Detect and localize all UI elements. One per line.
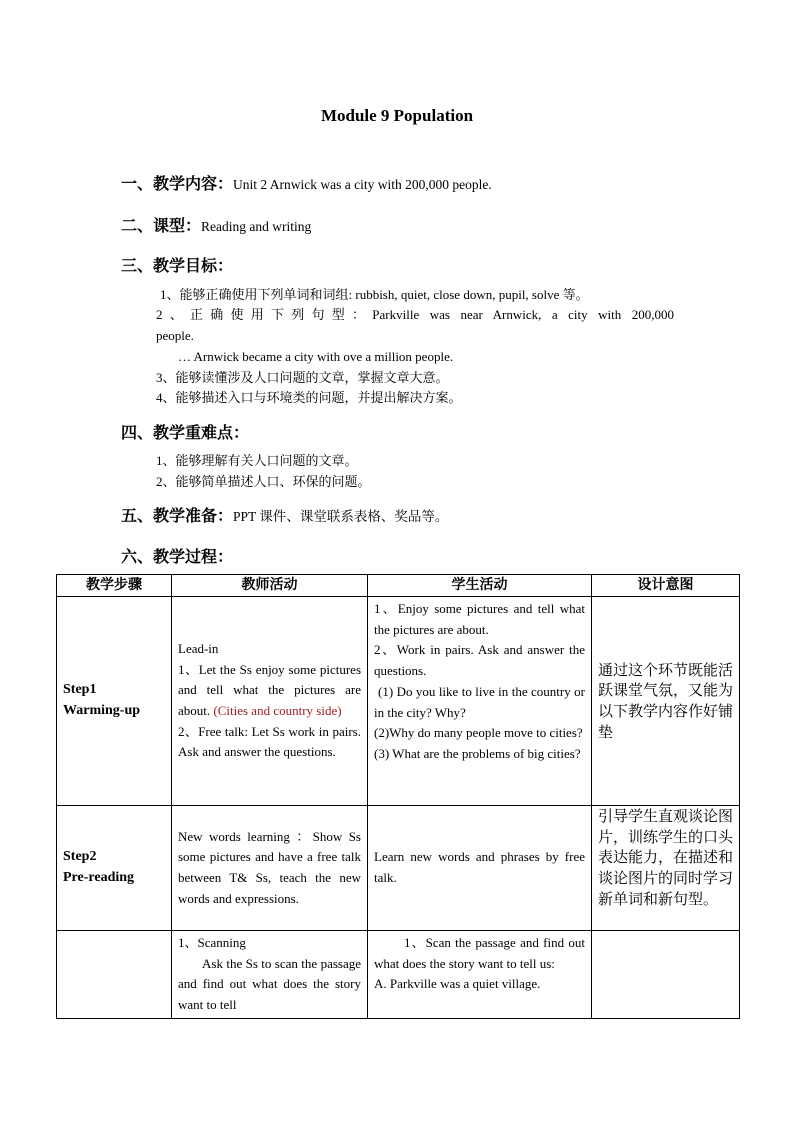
section-heading: 四、教学重难点： bbox=[121, 423, 250, 442]
student-item: 2、Work in pairs. Ask and answer the questions. bbox=[374, 642, 585, 679]
teacher-activity-1-text: 1、Let the Ss enjoy some pictures and tell what the pictures are about. bbox=[178, 661, 361, 718]
section-heading: 六、教学过程： bbox=[121, 547, 234, 566]
section-preparation bbox=[121, 503, 448, 526]
teacher-activity-1-note: (Cities and country side) bbox=[213, 703, 342, 718]
table-row-step3 bbox=[57, 931, 740, 1019]
student-item: 1、Scan the passage and find out what does the story want to tell us: bbox=[374, 935, 585, 971]
section-heading: 二、课型： bbox=[121, 216, 202, 235]
header-step: 教学步骤 bbox=[57, 575, 172, 597]
process-table bbox=[56, 574, 740, 1019]
teacher-activity bbox=[172, 931, 368, 1019]
student-item: 1、Enjoy some pictures and tell what the pictures are about. bbox=[374, 601, 585, 637]
goal-item: 1、能够正确使用下列单词和词组: rubbish, quiet, close down, pupil, solve 等。 bbox=[160, 287, 589, 302]
header-design: 设计意图 bbox=[592, 575, 740, 597]
goal-item: 4、能够描述入口与环境类的问题，并提出解决方案。 bbox=[156, 390, 462, 405]
teacher-activity-1: 1、Scanning bbox=[178, 935, 246, 950]
table-row-step2 bbox=[57, 806, 740, 931]
section-difficulties bbox=[121, 420, 249, 443]
step-name: Warming-up bbox=[63, 703, 141, 718]
section-type bbox=[121, 213, 311, 236]
step-number: Step1 bbox=[63, 682, 97, 698]
goal-item-continued: people. bbox=[156, 328, 194, 343]
student-activity bbox=[368, 931, 592, 1019]
difficulty-item: 2、能够简单描述人口、环保的问题。 bbox=[156, 474, 371, 489]
student-item: A. Parkville was a quiet village. bbox=[374, 976, 541, 992]
goal-item-pattern: … Arnwick became a city with ove a million people. bbox=[178, 349, 454, 364]
step-cell bbox=[57, 597, 172, 806]
student-item: (3) What are the problems of big cities? bbox=[374, 745, 581, 761]
student-item: (1) Do you like to live in the country or in the city? Why? bbox=[374, 683, 585, 720]
section-text: Reading and writing bbox=[201, 219, 312, 234]
teacher-activity: New words learning ：Show Ss some pictures and have a free talk between T& Ss, teach the new words and expressions. bbox=[172, 806, 368, 931]
header-teacher: 教师活动 bbox=[172, 575, 368, 597]
teacher-activity bbox=[172, 597, 368, 806]
teacher-activity-2: Ask the Ss to scan the passage and find out what does the story want to tell bbox=[178, 955, 361, 1013]
step-cell bbox=[57, 806, 172, 931]
student-activity: Learn new words and phrases by free talk. bbox=[368, 806, 592, 931]
design-intent: 通过这个环节既能活跃课堂气氛，又能为以下教学内容作好铺垫 bbox=[592, 597, 740, 806]
section-goals bbox=[121, 253, 233, 276]
section-heading: 三、教学目标： bbox=[121, 256, 234, 275]
step-cell bbox=[57, 931, 172, 1019]
section-content bbox=[121, 171, 492, 194]
section-text: PPT 课件、课堂联系表格、奖品等。 bbox=[233, 509, 449, 524]
section-heading: 一、教学内容： bbox=[121, 174, 234, 193]
section-text: Unit 2 Arnwick was a city with 200,000 people. bbox=[233, 177, 492, 192]
teacher-activity-2: 2、Free talk: Let Ss work in pairs. Ask and answer the questions. bbox=[178, 723, 361, 760]
teacher-activity-1 bbox=[178, 660, 361, 722]
student-activity bbox=[368, 597, 592, 806]
section-process bbox=[121, 544, 233, 567]
difficulty-item: 1、能够理解有关人口问题的文章。 bbox=[156, 453, 358, 468]
design-intent: 引导学生直观谈论图片，训练学生的口头表达能力，在描述和谈论图片的同时学习新单词和新句型。 bbox=[592, 806, 740, 931]
section-heading: 五、教学准备： bbox=[121, 506, 234, 525]
student-item: (2)Why do many people move to cities? bbox=[374, 725, 583, 741]
teacher-lead: Lead-in bbox=[178, 640, 219, 656]
goal-item: 3、能够读懂涉及人口问题的文章，掌握文章大意。 bbox=[156, 370, 449, 385]
document-title: Module 9 Population bbox=[320, 106, 474, 125]
table-row-step1 bbox=[57, 597, 740, 806]
goal-item: 2、正确使用下列句型：Parkville was near Arnwick, a city with 200,000 bbox=[156, 307, 674, 322]
design-intent bbox=[592, 931, 740, 1019]
step-number: Step2 bbox=[63, 849, 97, 865]
header-student: 学生活动 bbox=[368, 575, 592, 597]
step-name: Pre-reading bbox=[63, 870, 135, 885]
table-header-row bbox=[57, 575, 740, 597]
